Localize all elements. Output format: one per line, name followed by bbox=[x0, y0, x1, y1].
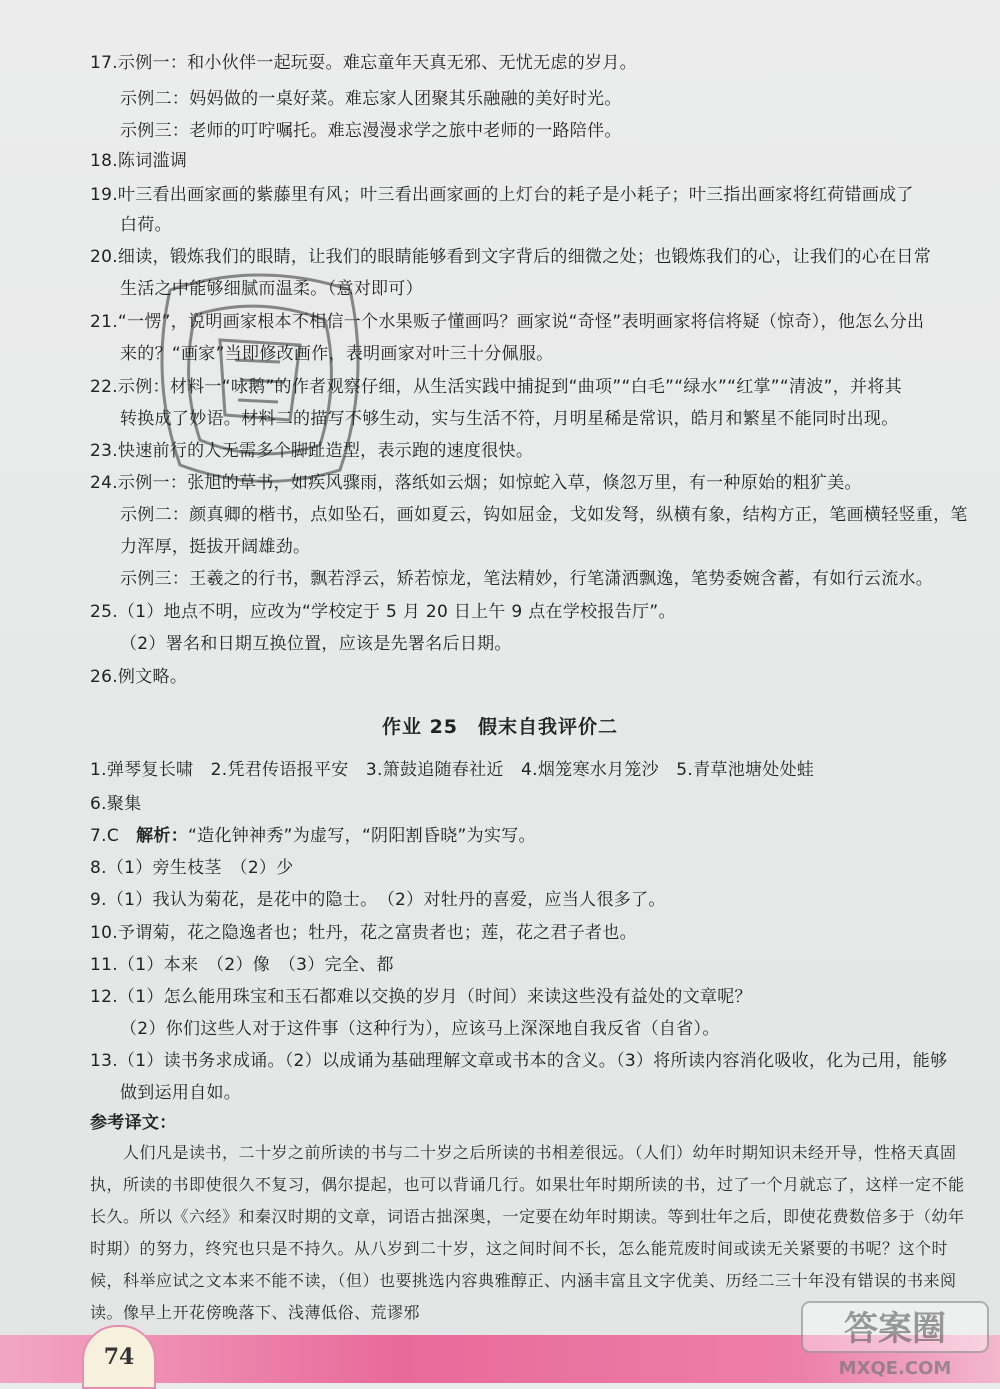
answer-19-line-1: 19.叶三看出画家画的紫藤里有风；叶三看出画家画的上灯台的耗子是小耗子；叶三指出画家将红荷错画成了 bbox=[90, 185, 914, 205]
answer-22-line-2: 转换成了妙语。材料二的描写不够生动，实与生活不符，月明星稀是常识，皓月和繁星不能同时出现。 bbox=[120, 409, 899, 429]
answer-18: 18.陈词滥调 bbox=[90, 151, 188, 171]
answer-12-part-2: （2）你们这些人对于这件事（这种行为），应该马上深深地自我反省（自省）。 bbox=[120, 1019, 720, 1039]
answer-24-example-2-line-2: 力浑厚，挺拔开阔雄劲。 bbox=[120, 537, 311, 557]
answer-23: 23.快速前行的人无需多个脚趾造型，表示跑的速度很快。 bbox=[90, 441, 534, 461]
answer-24-example-1: 24.示例一：张旭的草书，如疾风骤雨，落纸如云烟；如惊蛇入草，倏忽万里，有一种原始的粗犷美。 bbox=[90, 473, 862, 493]
reference-translation-text: 人们凡是读书，二十岁之前所读的书与二十岁之后所读的书相差很远。（人们）幼年时期知识未经开导，性格天真固执，所读的书即使很久不复习，偶尔提起，也可以背诵几行。如果壮年时期所读的书，过了一个月就忘了，这样一定不能长久。所以《六经》和秦汉时期的文章，词语古拙深奥，一定要在幼年时期读。等到壮年之后，即使花费数倍多于（幼年时期）的努力，终究也只是不持久。从八岁到二十岁，这之间时间不长，怎么能荒废时间或读无关紧要的书呢？这个时候，科举应试之文本来不能不读，（但）也要挑选内容典雅醇正、内涵丰富且文字优美、历经二三十年没有错误的书来阅读。像早上开花傍晚落下、浅薄低俗、荒谬邪 bbox=[90, 1143, 965, 1322]
reference-translation-label: 参考译文： bbox=[90, 1113, 177, 1133]
answer-7-choice: 7.C bbox=[90, 826, 119, 846]
answer-7 bbox=[90, 825, 536, 847]
watermark-logo bbox=[800, 1300, 990, 1380]
answer-17-example-2: 示例二：妈妈做的一桌好菜。难忘家人团聚其乐融融的美好时光。 bbox=[120, 89, 622, 109]
answer-22-line-1: 22.示例：材料一“咏鹅”的作者观察仔细，从生活实践中捕捉到“曲项”“白毛”“绿水”“红掌”“清波”，并将其 bbox=[90, 377, 902, 397]
page-number: 74 bbox=[103, 1344, 135, 1370]
page-number-badge bbox=[82, 1325, 156, 1389]
section-title: 作业 25 假末自我评价二 bbox=[381, 716, 619, 738]
answer-13-line-2: 做到运用自如。 bbox=[120, 1083, 242, 1103]
answer-25-part-2: （2）署名和日期互换位置，应该是先署名后日期。 bbox=[120, 634, 512, 654]
answer-26: 26.例文略。 bbox=[90, 667, 188, 687]
answer-17-example-3: 示例三：老师的叮咛嘱托。难忘漫漫求学之旅中老师的一路陪伴。 bbox=[120, 121, 622, 141]
answer-1-5: 1.弹琴复长啸 2.凭君传语报平安 3.箫鼓追随春社近 4.烟笼寒水月笼沙 5.青草池塘处处蛙 bbox=[90, 760, 815, 780]
answer-20-line-2: 生活之中能够细腻而温柔。（意对即可） bbox=[120, 279, 423, 299]
answer-12-part-1: 12.（1）怎么能用珠宝和玉石都难以交换的岁月（时间）来读这些没有益处的文章呢？ bbox=[90, 987, 752, 1007]
answer-13-line-1: 13.（1）读书务求成诵。（2）以成诵为基础理解文章或书本的含义。（3）将所读内容消化吸收，化为己用，能够 bbox=[90, 1051, 948, 1071]
answer-21-line-1: 21.“一愣”，说明画家根本不相信一个水果贩子懂画吗？画家说“奇怪”表明画家将信将疑（惊奇），他怎么分出 bbox=[90, 312, 925, 332]
answer-24-example-3: 示例三：王羲之的行书，飘若浮云，矫若惊龙，笔法精妙，行笔潇洒飘逸，笔势委婉含蓄，有如行云流水。 bbox=[120, 569, 934, 589]
answer-9: 9.（1）我认为菊花，是花中的隐士。 （2）对牡丹的喜爱，应当人很多了。 bbox=[90, 890, 666, 910]
answer-10: 10.予谓菊，花之隐逸者也；牡丹，花之富贵者也；莲，花之君子者也。 bbox=[90, 923, 637, 943]
svg-text:答案圈: 答案圈 bbox=[844, 1309, 946, 1349]
answer-7-analysis-text: “造化钟神秀”为虚写，“阴阳割昏晓”为实写。 bbox=[188, 826, 536, 846]
answer-25-part-1: 25.（1）地点不明，应改为“学校定于 5 月 20 日上午 9 点在学校报告厅”。 bbox=[90, 602, 676, 622]
svg-text:MXQE.COM: MXQE.COM bbox=[838, 1358, 952, 1379]
answer-7-analysis-label: 解析： bbox=[136, 826, 189, 846]
answer-8: 8.（1）旁生枝茎 （2）少 bbox=[90, 858, 294, 878]
answer-11: 11.（1）本来 （2）像 （3）完全、都 bbox=[90, 955, 394, 975]
answer-24-example-2-line-1: 示例二：颜真卿的楷书，点如坠石，画如夏云，钩如屈金，戈如发弩，纵横有象，结构方正，笔画横轻竖重，笔 bbox=[120, 505, 968, 525]
answer-20-line-1: 20.细读，锻炼我们的眼睛，让我们的眼睛能够看到文字背后的细微之处；也锻炼我们的心，让我们的心在日常 bbox=[90, 247, 932, 267]
answer-19-line-2: 白荷。 bbox=[120, 215, 172, 235]
answer-21-line-2: 来的？“画家”当即修改画作，表明画家对叶三十分佩服。 bbox=[120, 344, 554, 364]
answer-17-example-1: 17.示例一：和小伙伴一起玩耍。难忘童年天真无邪、无忧无虑的岁月。 bbox=[90, 53, 637, 73]
answer-6: 6.聚集 bbox=[90, 794, 142, 814]
